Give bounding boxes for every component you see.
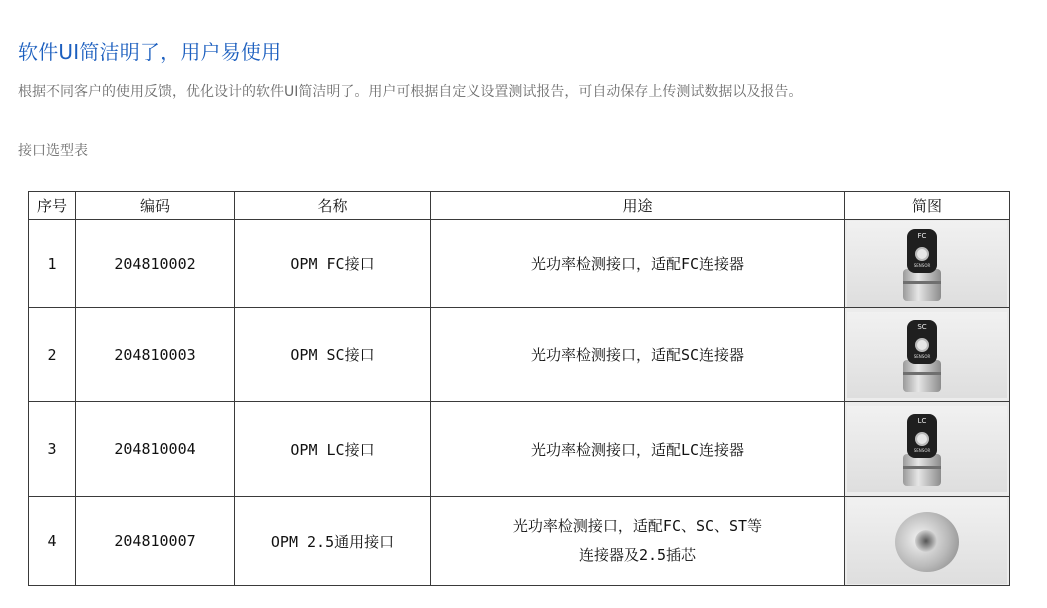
cell-code: 204810007 [76, 497, 235, 586]
header-no: 序号 [29, 192, 76, 220]
table-row [29, 220, 1010, 308]
cell-usage: 光功率检测接口，适配SC连接器 [431, 308, 845, 402]
cell-usage [431, 497, 845, 586]
table-title: 接口选型表 [18, 143, 88, 159]
header-name: 名称 [235, 192, 431, 220]
table-header-row [29, 192, 1010, 220]
cell-image [845, 402, 1010, 497]
header-image: 简图 [845, 192, 1010, 220]
cell-image [845, 308, 1010, 402]
interface-selection-table [28, 191, 1010, 586]
cell-image [845, 220, 1010, 308]
cell-code: 204810003 [76, 308, 235, 402]
cell-no: 1 [29, 220, 76, 308]
table-row [29, 308, 1010, 402]
lc-connector-image [847, 406, 1007, 492]
cell-code: 204810002 [76, 220, 235, 308]
header-code: 编码 [76, 192, 235, 220]
section-description: 根据不同客户的使用反馈，优化设计的软件UI简洁明了。用户可根据自定义设置测试报告，可自动保存上传测试数据以及报告。 [18, 84, 803, 100]
connector-label: LC [917, 417, 927, 425]
usage-line-1: 光功率检测接口，适配FC、SC、ST等 [512, 517, 763, 535]
cell-name: OPM FC接口 [235, 220, 431, 308]
table-row [29, 402, 1010, 497]
table-row [29, 497, 1010, 586]
cell-code: 204810004 [76, 402, 235, 497]
cell-name: OPM 2.5通用接口 [235, 497, 431, 586]
cell-no: 3 [29, 402, 76, 497]
cell-name: OPM LC接口 [235, 402, 431, 497]
header-usage: 用途 [431, 192, 845, 220]
cell-no: 4 [29, 497, 76, 586]
cell-name: OPM SC接口 [235, 308, 431, 402]
sensor-label: SENSOR [913, 353, 931, 359]
connector-label: SC [917, 322, 927, 331]
sensor-label: SENSOR [913, 262, 931, 268]
connector-label: FC [917, 231, 927, 240]
sensor-label: SENSOR [913, 448, 931, 453]
universal-connector-image [847, 498, 1007, 584]
cell-usage: 光功率检测接口，适配FC连接器 [431, 220, 845, 308]
sc-connector-image [847, 312, 1007, 398]
fc-connector-image [847, 221, 1007, 307]
usage-line-2: 连接器及2.5插芯 [578, 546, 697, 564]
section-heading: 软件UI简洁明了，用户易使用 [18, 40, 282, 64]
cell-image [845, 497, 1010, 586]
cell-no: 2 [29, 308, 76, 402]
cell-usage: 光功率检测接口，适配LC连接器 [431, 402, 845, 497]
